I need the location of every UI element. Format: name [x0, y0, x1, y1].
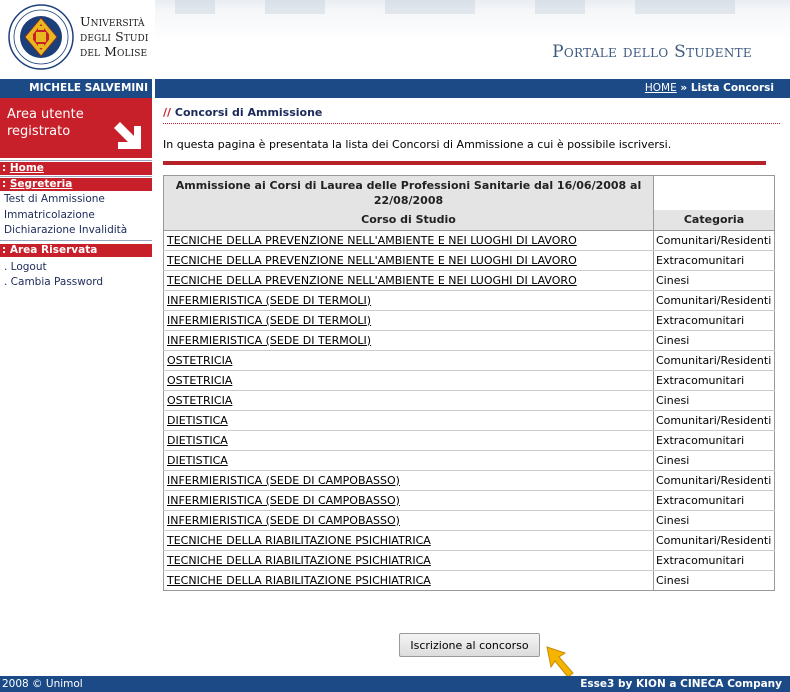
title-slashes: // [163, 106, 172, 119]
corso-link[interactable]: INFERMIERISTICA (SEDE DI TERMOLI) [167, 313, 372, 327]
table-row [164, 430, 775, 450]
column-header-categoria: Categoria [654, 210, 775, 230]
table-cell-categoria: Cinesi [654, 270, 775, 290]
table-row [164, 530, 775, 550]
sidebar-item-immatricolazione[interactable]: Immatricolazione [4, 209, 95, 221]
table-cell-corso [164, 350, 654, 370]
banner-decoration [265, 0, 325, 14]
table-cell-categoria: Extracomunitari [654, 250, 775, 270]
nav-separator [152, 79, 155, 98]
main-content [155, 98, 790, 676]
corso-link[interactable]: INFERMIERISTICA (SEDE DI CAMPOBASSO) [167, 473, 400, 487]
table-cell-categoria: Extracomunitari [654, 310, 775, 330]
footer-credits: Esse3 by KION a CINECA Company [580, 678, 782, 690]
page-footer [0, 676, 790, 692]
table-cell-categoria: Comunitari/Residenti [654, 290, 775, 310]
page-title-text: Concorsi di Ammissione [174, 106, 323, 119]
sidebar-home-label: Home [9, 162, 44, 174]
table-row [164, 470, 775, 490]
footer-copyright: 2008 © Unimol [2, 678, 83, 690]
table-cell-corso [164, 250, 654, 270]
mouse-pointer-icon [543, 643, 583, 679]
title-divider [163, 123, 780, 124]
table-cell-corso [164, 330, 654, 350]
sidebar-item-area-riservata: : Area Riservata [0, 244, 152, 257]
top-nav-bar [0, 79, 790, 98]
table-cell-categoria: Comunitari/Residenti [654, 530, 775, 550]
table-row [164, 330, 775, 350]
table-row [164, 310, 775, 330]
sidebar-area-riservata-label: Area Riservata [9, 244, 98, 256]
sidebar-item-cambia-password[interactable]: . Cambia Password [4, 276, 104, 288]
corso-link[interactable]: OSTETRICIA [167, 393, 233, 407]
area-utente-label [7, 106, 84, 140]
table-row [164, 550, 775, 570]
concorsi-table-container [163, 175, 774, 591]
university-name-line: degli Studi [80, 29, 149, 44]
breadcrumb [645, 79, 774, 98]
corso-link[interactable]: TECNICHE DELLA RIABILITAZIONE PSICHIATRICA [167, 533, 431, 547]
corso-link[interactable]: DIETISTICA [167, 453, 228, 467]
banner-decoration [385, 0, 475, 14]
table-row [164, 570, 775, 590]
table-cell-categoria: Cinesi [654, 510, 775, 530]
table-row [164, 370, 775, 390]
arrow-down-right-icon [110, 118, 144, 152]
table-cell-categoria: Extracomunitari [654, 550, 775, 570]
sidebar-divider [0, 160, 152, 161]
table-cell-corso [164, 530, 654, 550]
table-cell-categoria: Cinesi [654, 450, 775, 470]
table-row [164, 450, 775, 470]
table-cell-corso [164, 550, 654, 570]
corso-link[interactable]: INFERMIERISTICA (SEDE DI CAMPOBASSO) [167, 493, 400, 507]
area-utente-label-line: registrato [7, 124, 71, 139]
table-cell-corso [164, 470, 654, 490]
table-title-blank [654, 176, 775, 211]
university-logo[interactable] [0, 0, 155, 79]
corso-link[interactable]: DIETISTICA [167, 433, 228, 447]
area-utente-label-line: Area utente [7, 107, 84, 122]
table-cell-corso [164, 430, 654, 450]
intro-text: In questa pagina è presentata la lista dei Concorsi di Ammissione a cui è possibile iscriversi. [163, 138, 672, 151]
sidebar-segreteria-label: Segreteria [9, 178, 73, 190]
table-cell-corso [164, 390, 654, 410]
corso-link[interactable]: TECNICHE DELLA PREVENZIONE NELL'AMBIENTE E NEI LUOGHI DI LAVORO [167, 233, 577, 247]
table-cell-corso [164, 570, 654, 590]
table-row [164, 510, 775, 530]
table-cell-categoria: Extracomunitari [654, 370, 775, 390]
sidebar-item-logout[interactable]: . Logout [4, 261, 47, 273]
table-cell-corso [164, 410, 654, 430]
corso-link[interactable]: TECNICHE DELLA RIABILITAZIONE PSICHIATRICA [167, 573, 431, 587]
sidebar-item-segreteria[interactable]: : Segreteria [0, 178, 152, 191]
page-title [163, 106, 322, 119]
breadcrumb-current: Lista Concorsi [690, 82, 774, 94]
table-row [164, 270, 775, 290]
table-row [164, 410, 775, 430]
page-header [0, 0, 790, 79]
table-cell-corso [164, 310, 654, 330]
table-cell-corso [164, 370, 654, 390]
banner-decoration [175, 0, 215, 14]
corso-link[interactable]: INFERMIERISTICA (SEDE DI CAMPOBASSO) [167, 513, 400, 527]
table-cell-categoria: Cinesi [654, 330, 775, 350]
table-cell-categoria: Comunitari/Residenti [654, 470, 775, 490]
sidebar [0, 98, 155, 676]
breadcrumb-separator: » [676, 82, 691, 94]
concorsi-table [163, 175, 775, 591]
iscrizione-concorso-button[interactable]: Iscrizione al concorso [399, 633, 540, 657]
corso-link[interactable]: INFERMIERISTICA (SEDE DI TERMOLI) [167, 333, 372, 347]
table-cell-corso [164, 270, 654, 290]
table-row [164, 390, 775, 410]
table-cell-corso [164, 290, 654, 310]
corso-link[interactable]: OSTETRICIA [167, 373, 233, 387]
corso-link[interactable]: INFERMIERISTICA (SEDE DI TERMOLI) [167, 293, 372, 307]
table-row [164, 290, 775, 310]
sidebar-divider [0, 240, 152, 241]
corso-link[interactable]: OSTETRICIA [167, 353, 233, 367]
corso-link[interactable]: DIETISTICA [167, 413, 228, 427]
table-cell-categoria: Comunitari/Residenti [654, 410, 775, 430]
university-name-line: del Molise [80, 44, 148, 59]
breadcrumb-home-link[interactable]: HOME [644, 82, 677, 94]
table-cell-corso [164, 230, 654, 250]
table-row [164, 250, 775, 270]
table-cell-categoria: Cinesi [654, 570, 775, 590]
table-cell-categoria: Extracomunitari [654, 490, 775, 510]
portal-title: Portale dello Studente [552, 42, 752, 62]
table-cell-categoria: Comunitari/Residenti [654, 350, 775, 370]
university-name [80, 14, 149, 59]
area-utente-box [0, 98, 152, 158]
university-seal-icon [8, 4, 74, 70]
table-title: Ammissione ai Corsi di Laurea delle Professioni Sanitarie dal 16/06/2008 al 22/08/2008 [164, 176, 654, 211]
table-cell-corso [164, 450, 654, 470]
corso-link[interactable]: TECNICHE DELLA RIABILITAZIONE PSICHIATRICA [167, 553, 431, 567]
table-cell-categoria: Cinesi [654, 390, 775, 410]
sidebar-divider [0, 176, 152, 177]
banner-decoration [635, 0, 735, 14]
table-row [164, 230, 775, 250]
table-row [164, 490, 775, 510]
sidebar-item-test-ammissione[interactable]: Test di Ammissione [4, 193, 105, 205]
table-cell-categoria: Comunitari/Residenti [654, 230, 775, 250]
user-name: MICHELE SALVEMINI [29, 82, 148, 94]
table-cell-corso [164, 510, 654, 530]
sidebar-item-home[interactable]: : Home [0, 162, 152, 175]
table-row [164, 350, 775, 370]
table-cell-corso [164, 490, 654, 510]
red-divider [163, 161, 766, 165]
university-name-line: Università [80, 14, 145, 29]
corso-link[interactable]: TECNICHE DELLA PREVENZIONE NELL'AMBIENTE E NEI LUOGHI DI LAVORO [167, 253, 577, 267]
header-banner [155, 0, 790, 79]
banner-decoration [535, 0, 585, 14]
table-body [164, 230, 775, 590]
sidebar-item-dichiarazione-invalidita[interactable]: Dichiarazione Invalidità [4, 224, 128, 236]
table-cell-categoria: Extracomunitari [654, 430, 775, 450]
column-header-corso: Corso di Studio [164, 210, 654, 230]
corso-link[interactable]: TECNICHE DELLA PREVENZIONE NELL'AMBIENTE E NEI LUOGHI DI LAVORO [167, 273, 577, 287]
